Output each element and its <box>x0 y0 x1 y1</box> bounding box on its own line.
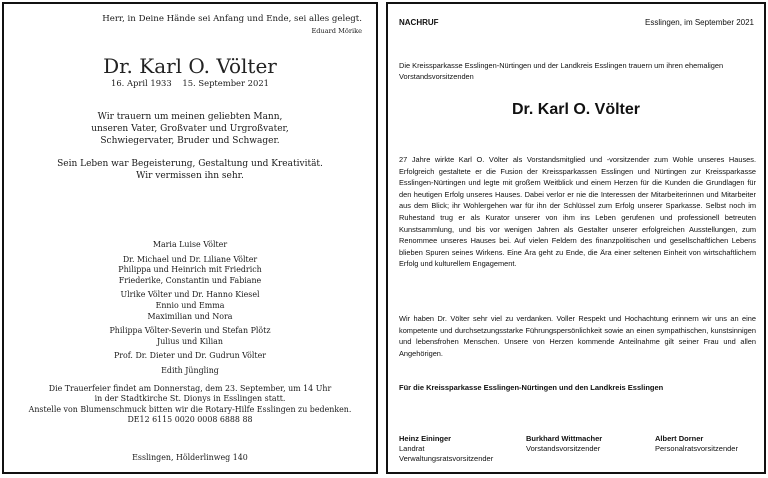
signature-line: Für die Kreissparkasse Esslingen-Nürtingen und den Landkreis Esslingen <box>399 383 664 392</box>
funeral-line: in der Stadtkirche St. Dionys in Esslingen statt. <box>94 394 286 404</box>
family-member: Friederike, Constantin und Fabiane <box>118 275 262 285</box>
birth-date: 16. April 1933 <box>110 78 172 88</box>
donation-iban: DE12 6115 0020 0008 6888 88 <box>127 415 253 425</box>
family-member: Philippa und Heinrich mit Friedrich <box>118 265 262 275</box>
intro-text: Die Kreissparkasse Esslingen-Nürtingen und der Landkreis Esslingen trauern um ihren ehemaligen Vorstandsvorsitzenden <box>399 61 724 82</box>
family-member: Dr. Michael und Dr. Liliane Völter <box>122 254 258 264</box>
family-group <box>4 290 376 322</box>
family-address: Esslingen, Hölderlinweg 140 <box>132 453 248 462</box>
family-member: Maria Luise Völter <box>152 240 228 249</box>
family-member: Ulrike Völter und Dr. Hanno Kiesel <box>120 290 260 300</box>
bible-motto <box>102 13 362 37</box>
signer-block <box>526 434 602 454</box>
signer-role: Verwaltungsratsvorsitzender <box>399 454 494 464</box>
mourning-line: Wir trauern um meinen geliebten Mann, <box>97 112 283 122</box>
family-member: Philippa Völter-Severin und Stefan Plötz <box>109 326 271 336</box>
tribute-paragraph-1: 27 Jahre wirkte Karl O. Völter als Vorstandsmitglied und -vorsitzender zum Wohle unseres Hauses. Erfolgreich gestaltete er die Fusion der Kreissparkassen Esslingen und Nürtingen zur Kreissparkasse Esslingen-Nürtingen und legte mit großem Weitblick und einem Herzen für die Kunden die Grundlagen für den heutigen Erfolg unseres Hauses. Dabei verlor er nie die Interessen der Mitarbeiterinnen und Mitarbeiter aus dem Blick; ihr Wohlergehen war für ihn der Schlüssel zum Erfolg unserer Sparkasse. Selbst noch im Ruhestand trug er als Kurator unserer von ihm ins Leben gerufenen und professionell betreuten Kunstsammlung, und bis vor wenigen Jahren als Gestalter unserer erfolgreichen Ausstellungen, zum Renommee unseres Hauses bei. Auf vielen Feldern des finanzpolitischen und gesellschaftlichen Lebens blieben Spuren seines Wirkens. Eine Ära geht zu Ende, die Ära einer seltenen Einheit von wirtschaftlichem Erfolg und kulturellem Engagement. <box>399 155 756 269</box>
funeral-line: Anstelle von Blumenschmuck bitten wir die Rotary-Hilfe Esslingen zu bedenken. <box>28 404 352 414</box>
signer-role: Personalratsvorsitzender <box>655 444 738 454</box>
family-member: Edith Jüngling <box>161 365 219 375</box>
place-date: Esslingen, im September 2021 <box>645 18 754 27</box>
motto-author: Eduard Mörike <box>311 27 362 35</box>
family-member: Prof. Dr. Dieter und Dr. Gudrun Völter <box>113 351 267 361</box>
life-paragraph <box>4 158 376 182</box>
deceased-name: Dr. Karl O. Völter <box>103 54 277 78</box>
life-line: Wir vermissen ihn sehr. <box>136 170 244 181</box>
funeral-line: Die Trauerfeier findet am Donnerstag, dem 23. September, um 14 Uhr <box>48 384 332 393</box>
family-group <box>4 255 376 287</box>
family-group <box>4 326 376 347</box>
obituary-label: NACHRUF <box>399 18 439 27</box>
family-group <box>4 240 376 251</box>
signer-role: Landrat <box>399 444 425 454</box>
mourning-paragraph <box>4 111 376 148</box>
signer-block <box>399 434 493 465</box>
signer-name: Burkhard Wittmacher <box>526 434 603 443</box>
corporate-obituary-panel <box>386 2 766 474</box>
mourning-line: Schwiegervater, Bruder und Schwager. <box>100 136 280 147</box>
death-date: 15. September 2021 <box>182 78 269 88</box>
mourning-line: unseren Vater, Großvater und Urgroßvater, <box>91 124 289 135</box>
signer-block <box>655 434 738 454</box>
tribute-paragraph-2: Wir haben Dr. Völter sehr viel zu verdanken. Voller Respekt und Hochachtung erinnern wir uns an eine kompetente und durchsetzungsstarke Führungspersönlichkeit sowie an einen sympathischen, kunstsinnigen und lebensfrohen Menschen. Unsere von Herzen kommende Anteilnahme gilt seiner Frau und allen Angehörigen. <box>399 314 756 358</box>
motto-text: Herr, in Deine Hände sei Anfang und Ende, sei alles gelegt. <box>102 14 362 24</box>
signer-name: Albert Dorner <box>655 434 704 443</box>
family-group <box>4 366 376 377</box>
life-line: Sein Leben war Begeisterung, Gestaltung und Kreativität. <box>57 158 323 169</box>
signer-role: Vorstandsvorsitzender <box>526 444 601 454</box>
family-list <box>4 240 376 377</box>
deceased-name-heading: Dr. Karl O. Völter <box>511 101 641 118</box>
signer-name: Heinz Eininger <box>399 434 452 443</box>
family-member: Ennio und Emma <box>155 300 225 310</box>
funeral-notice <box>4 384 376 426</box>
family-obituary-panel <box>2 2 378 474</box>
mourning-text <box>4 111 376 182</box>
family-member: Maximilian und Nora <box>147 311 233 321</box>
life-dates <box>4 78 376 88</box>
family-member: Julius und Kilian <box>157 336 223 346</box>
family-group <box>4 351 376 362</box>
